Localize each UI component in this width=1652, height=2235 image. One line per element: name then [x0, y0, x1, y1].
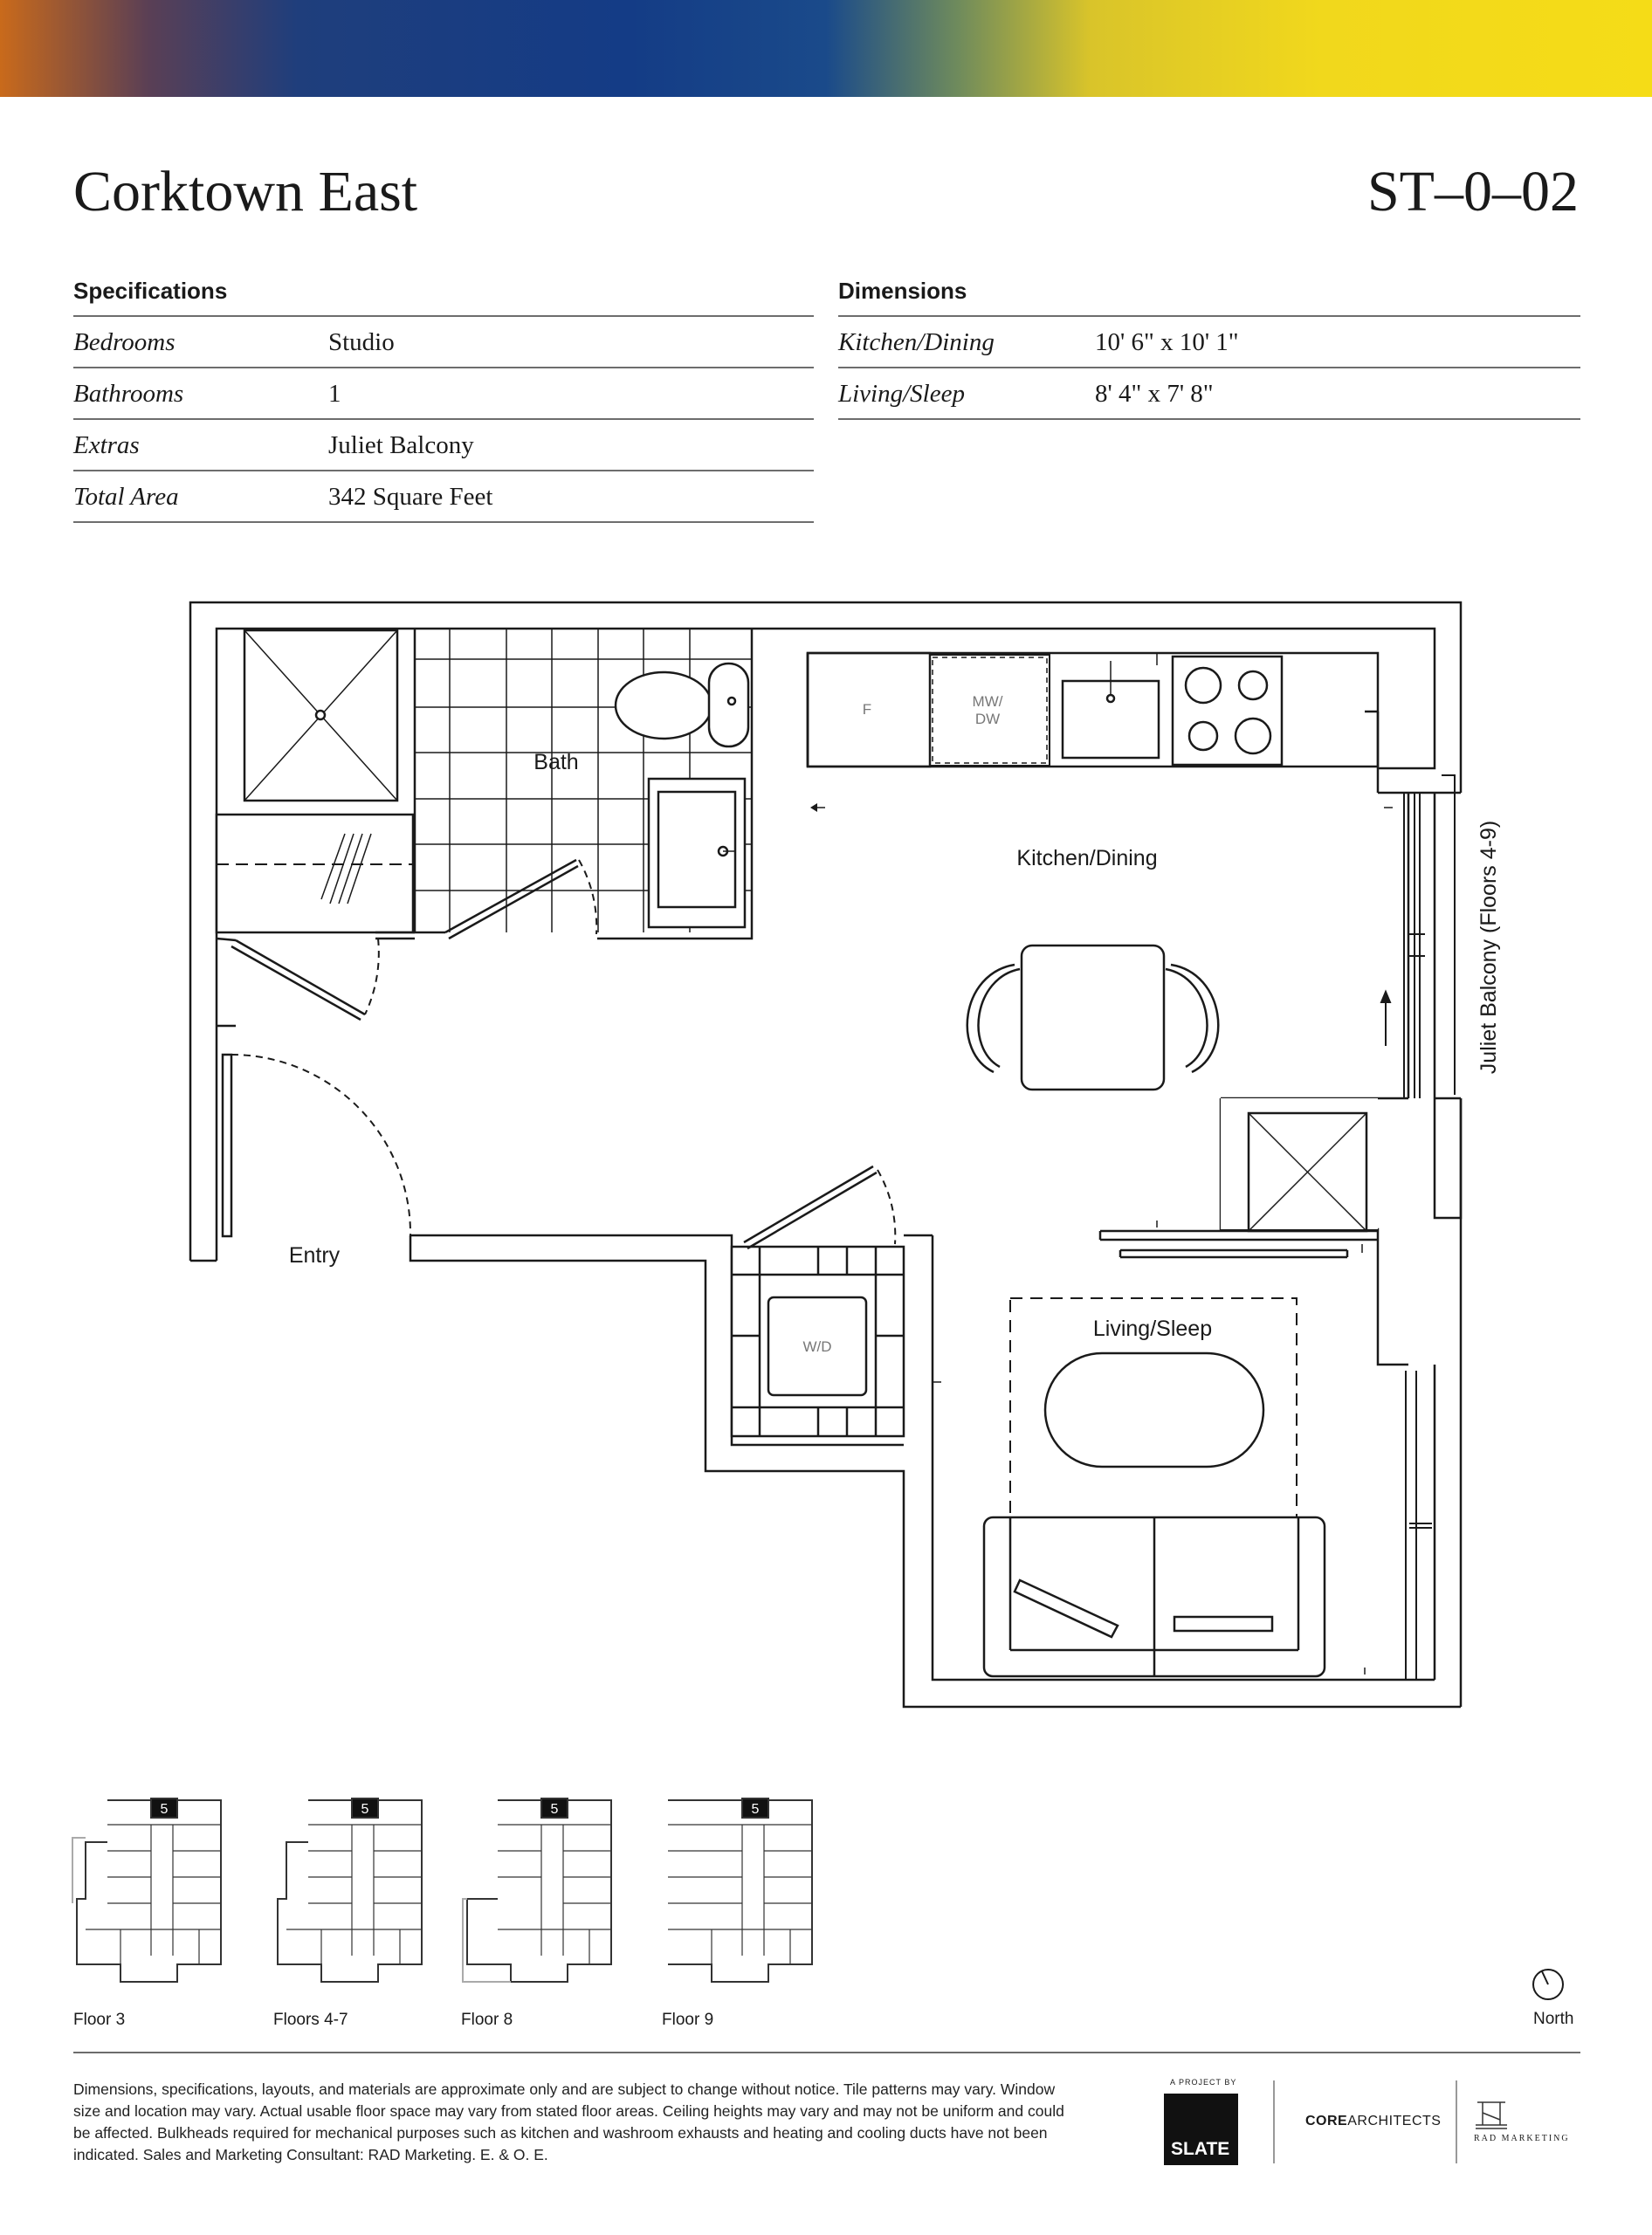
fixture-label-dw: DW [974, 711, 1001, 727]
key-plan-floor-3 [68, 1790, 243, 1995]
dim-label: Kitchen/Dining [838, 328, 995, 356]
room-label-entry: Entry [288, 1243, 341, 1268]
entry-door [217, 1026, 410, 1236]
north-compass-icon [1530, 1966, 1566, 2003]
unit-marker: 5 [361, 1802, 369, 1817]
spec-label: Bathrooms [73, 380, 184, 408]
juliet-balcony [1381, 775, 1455, 1680]
room-label-living-sleep: Living/Sleep [1092, 1317, 1213, 1341]
logo-divider [1456, 2080, 1457, 2163]
core-logo-bold: CORE [1305, 2114, 1348, 2128]
key-plan-floors-4-7 [269, 1790, 444, 1995]
spec-value: Studio [328, 328, 395, 356]
fixture-label-fridge: F [862, 701, 872, 718]
slate-logo [1164, 2094, 1238, 2165]
project-name: Corktown East [73, 160, 418, 224]
core-logo-rest: ARCHITECTS [1347, 2114, 1442, 2128]
unit-marker: 5 [751, 1802, 760, 1817]
fixture-label-mw: MW/ [972, 693, 1003, 710]
rad-marketing-logo-icon [1472, 2094, 1511, 2132]
key-plan-floor-9 [659, 1790, 834, 1995]
bathroom [217, 629, 752, 1020]
core-architects-logo [1305, 2114, 1441, 2129]
storage-closet [1100, 1098, 1378, 1257]
spec-label: Bedrooms [73, 328, 176, 356]
washer-dryer [732, 1166, 941, 1436]
north-label: North [1533, 2010, 1574, 2028]
dim-value: 8' 4" x 7' 8" [1095, 380, 1214, 408]
spec-label: Total Area [73, 483, 179, 511]
unit-code: ST–0–02 [1366, 160, 1579, 224]
specifications-heading: Specifications [73, 278, 228, 304]
dimensions-heading: Dimensions [838, 278, 967, 304]
floor-label-9: Floor 9 [662, 2011, 714, 2029]
spec-value: 342 Square Feet [328, 483, 493, 511]
balcony-label: Juliet Balcony (Floors 4-9) [1476, 820, 1501, 1075]
spec-value: 1 [328, 380, 341, 408]
key-plan-floor-8 [458, 1790, 633, 1995]
slate-logo-text: SLATE [1171, 2139, 1230, 2159]
disclaimer-text: Dimensions, specifications, layouts, and materials are approximate only and are subject to change without notice. Tile patterns may vary. Window size and location may vary. Actual usable floor space may vary from stated floor areas. Ceiling heights may vary and may not be uniform and could be affected. Bulkheads required for mechanical purposes such as kitchen and washroom exhausts and heating and cooling ducts have not been indicated. Sales and Marketing Consultant: RAD Marketing. E. & O. E. [73, 2080, 1064, 2163]
living-sleep-furniture [984, 1298, 1365, 1676]
dim-value: 10' 6" x 10' 1" [1095, 328, 1239, 356]
unit-marker: 5 [160, 1802, 169, 1817]
floor-label-3: Floor 3 [73, 2011, 126, 2029]
dim-label: Living/Sleep [838, 380, 965, 408]
rad-marketing-text: RAD MARKETING [1474, 2134, 1570, 2143]
floor-label-4-7: Floors 4-7 [273, 2011, 348, 2029]
fixture-label-washer-dryer: W/D [802, 1338, 832, 1355]
spec-value: Juliet Balcony [328, 431, 474, 459]
floor-label-8: Floor 8 [461, 2011, 513, 2029]
room-label-bath: Bath [533, 750, 579, 774]
spec-label: Extras [73, 431, 140, 459]
project-by-label: A PROJECT BY [1170, 2078, 1237, 2087]
logo-divider [1273, 2080, 1275, 2163]
dining-table [967, 946, 1218, 1090]
unit-marker: 5 [550, 1802, 559, 1817]
kitchen-counter [808, 653, 1393, 812]
room-label-kitchen-dining: Kitchen/Dining [1016, 846, 1158, 870]
footer-divider [73, 2052, 1580, 2053]
